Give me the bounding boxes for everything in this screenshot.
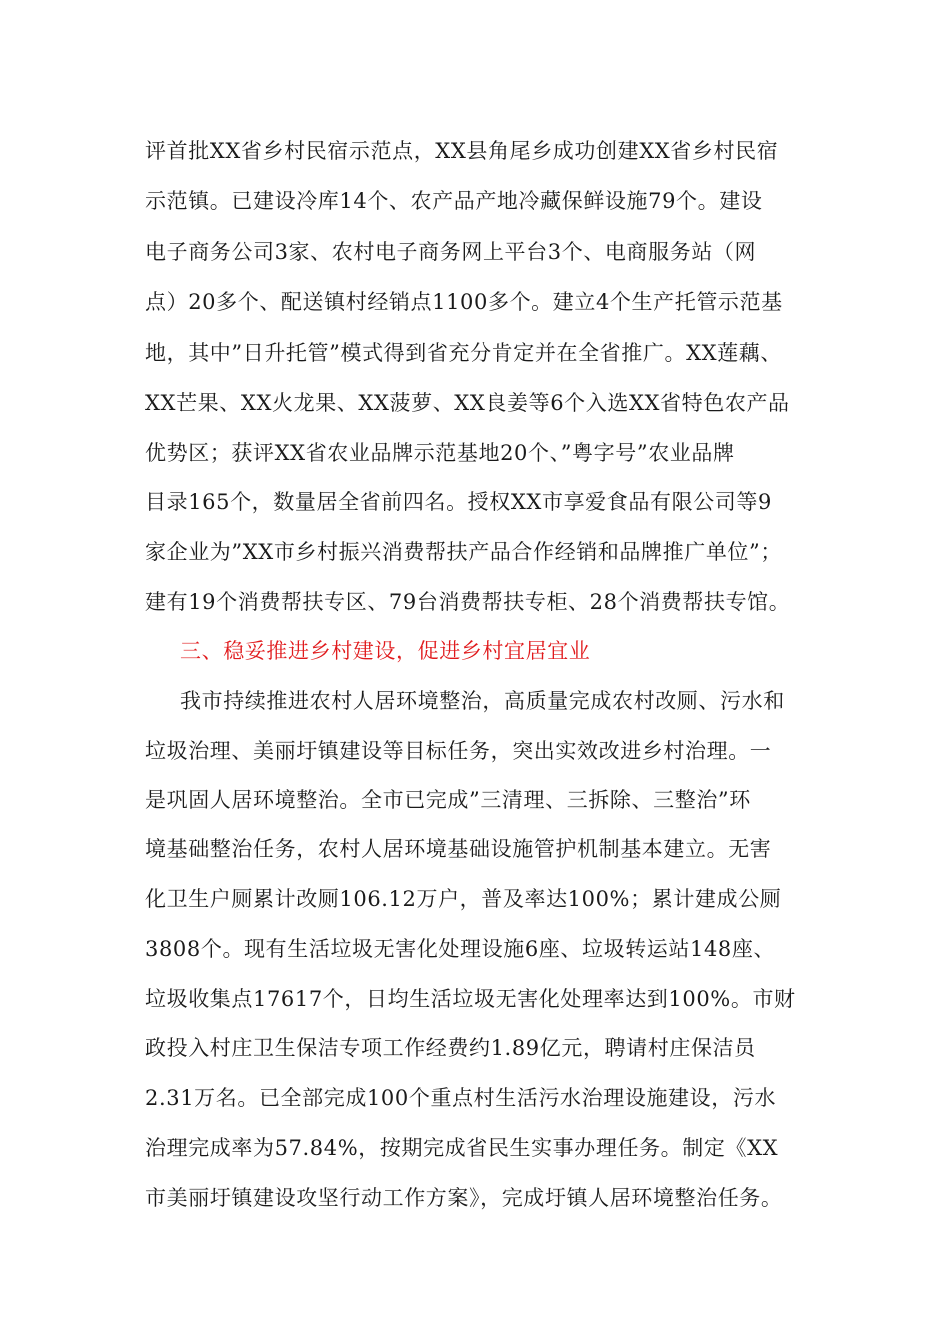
body-text-line: 优势区；获评XX省农业品牌示范基地20个、”粤字号”农业品牌 [145, 441, 735, 465]
body-text-line: XX芒果、XX火龙果、XX菠萝、XX良姜等6个入选XX省特色农产品 [145, 391, 790, 415]
body-text-line: 境基础整治任务，农村人居环境基础设施管护机制基本建立。无害 [145, 837, 772, 861]
body-text-line: 垃圾治理、美丽圩镇建设等目标任务，突出实效改进乡村治理。一 [145, 739, 772, 763]
body-text-line: 政投入村庄卫生保洁专项工作经费约1.89亿元，聘请村庄保洁员 [145, 1036, 756, 1060]
body-text-line: 电子商务公司3家、农村电子商务网上平台3个、电商服务站（网 [145, 240, 757, 264]
body-text-line: 示范镇。已建设冷库14个、农产品产地冷藏保鲜设施79个。建设 [145, 189, 763, 213]
body-text-line: 2.31万名。已全部完成100个重点村生活污水治理设施建设，污水 [145, 1086, 777, 1110]
body-text-line: 目录165个，数量居全省前四名。授权XX市享爱食品有限公司等9 [145, 490, 772, 514]
body-text-line: 点）20多个、配送镇村经销点1100多个。建立4个生产托管示范基 [145, 290, 783, 314]
body-text-line: 是巩固人居环境整治。全市已完成”三清理、三拆除、三整治”环 [145, 788, 751, 812]
body-text-line: 我市持续推进农村人居环境整治，高质量完成农村改厕、污水和 [180, 689, 785, 713]
body-text-line: 市美丽圩镇建设攻坚行动工作方案》，完成圩镇人居环境整治任务。 [145, 1186, 783, 1210]
body-text-line: 垃圾收集点17617个，日均生活垃圾无害化处理率达到100%。市财 [145, 987, 796, 1011]
body-text-line: 地，其中”日升托管”模式得到省充分肯定并在全省推广。XX莲藕、 [145, 341, 782, 365]
section-heading: 三、稳妥推进乡村建设，促进乡村宜居宜业 [180, 639, 591, 663]
body-text-line: 化卫生户厕累计改厕106.12万户，普及率达100%；累计建成公厕 [145, 887, 782, 911]
body-text-line: 家企业为”XX市乡村振兴消费帮扶产品合作经销和品牌推广单位”； [145, 540, 782, 564]
body-text-line: 评首批XX省乡村民宿示范点，XX县角尾乡成功创建XX省乡村民宿 [145, 139, 779, 163]
body-text-line: 治理完成率为57.84%，按期完成省民生实事办理任务。制定《XX [145, 1136, 779, 1160]
body-text-line: 3808个。现有生活垃圾无害化处理设施6座、垃圾转运站148座、 [145, 937, 776, 961]
body-text-line: 建有19个消费帮扶专区、79台消费帮扶专柜、28个消费帮扶专馆。 [145, 590, 791, 614]
